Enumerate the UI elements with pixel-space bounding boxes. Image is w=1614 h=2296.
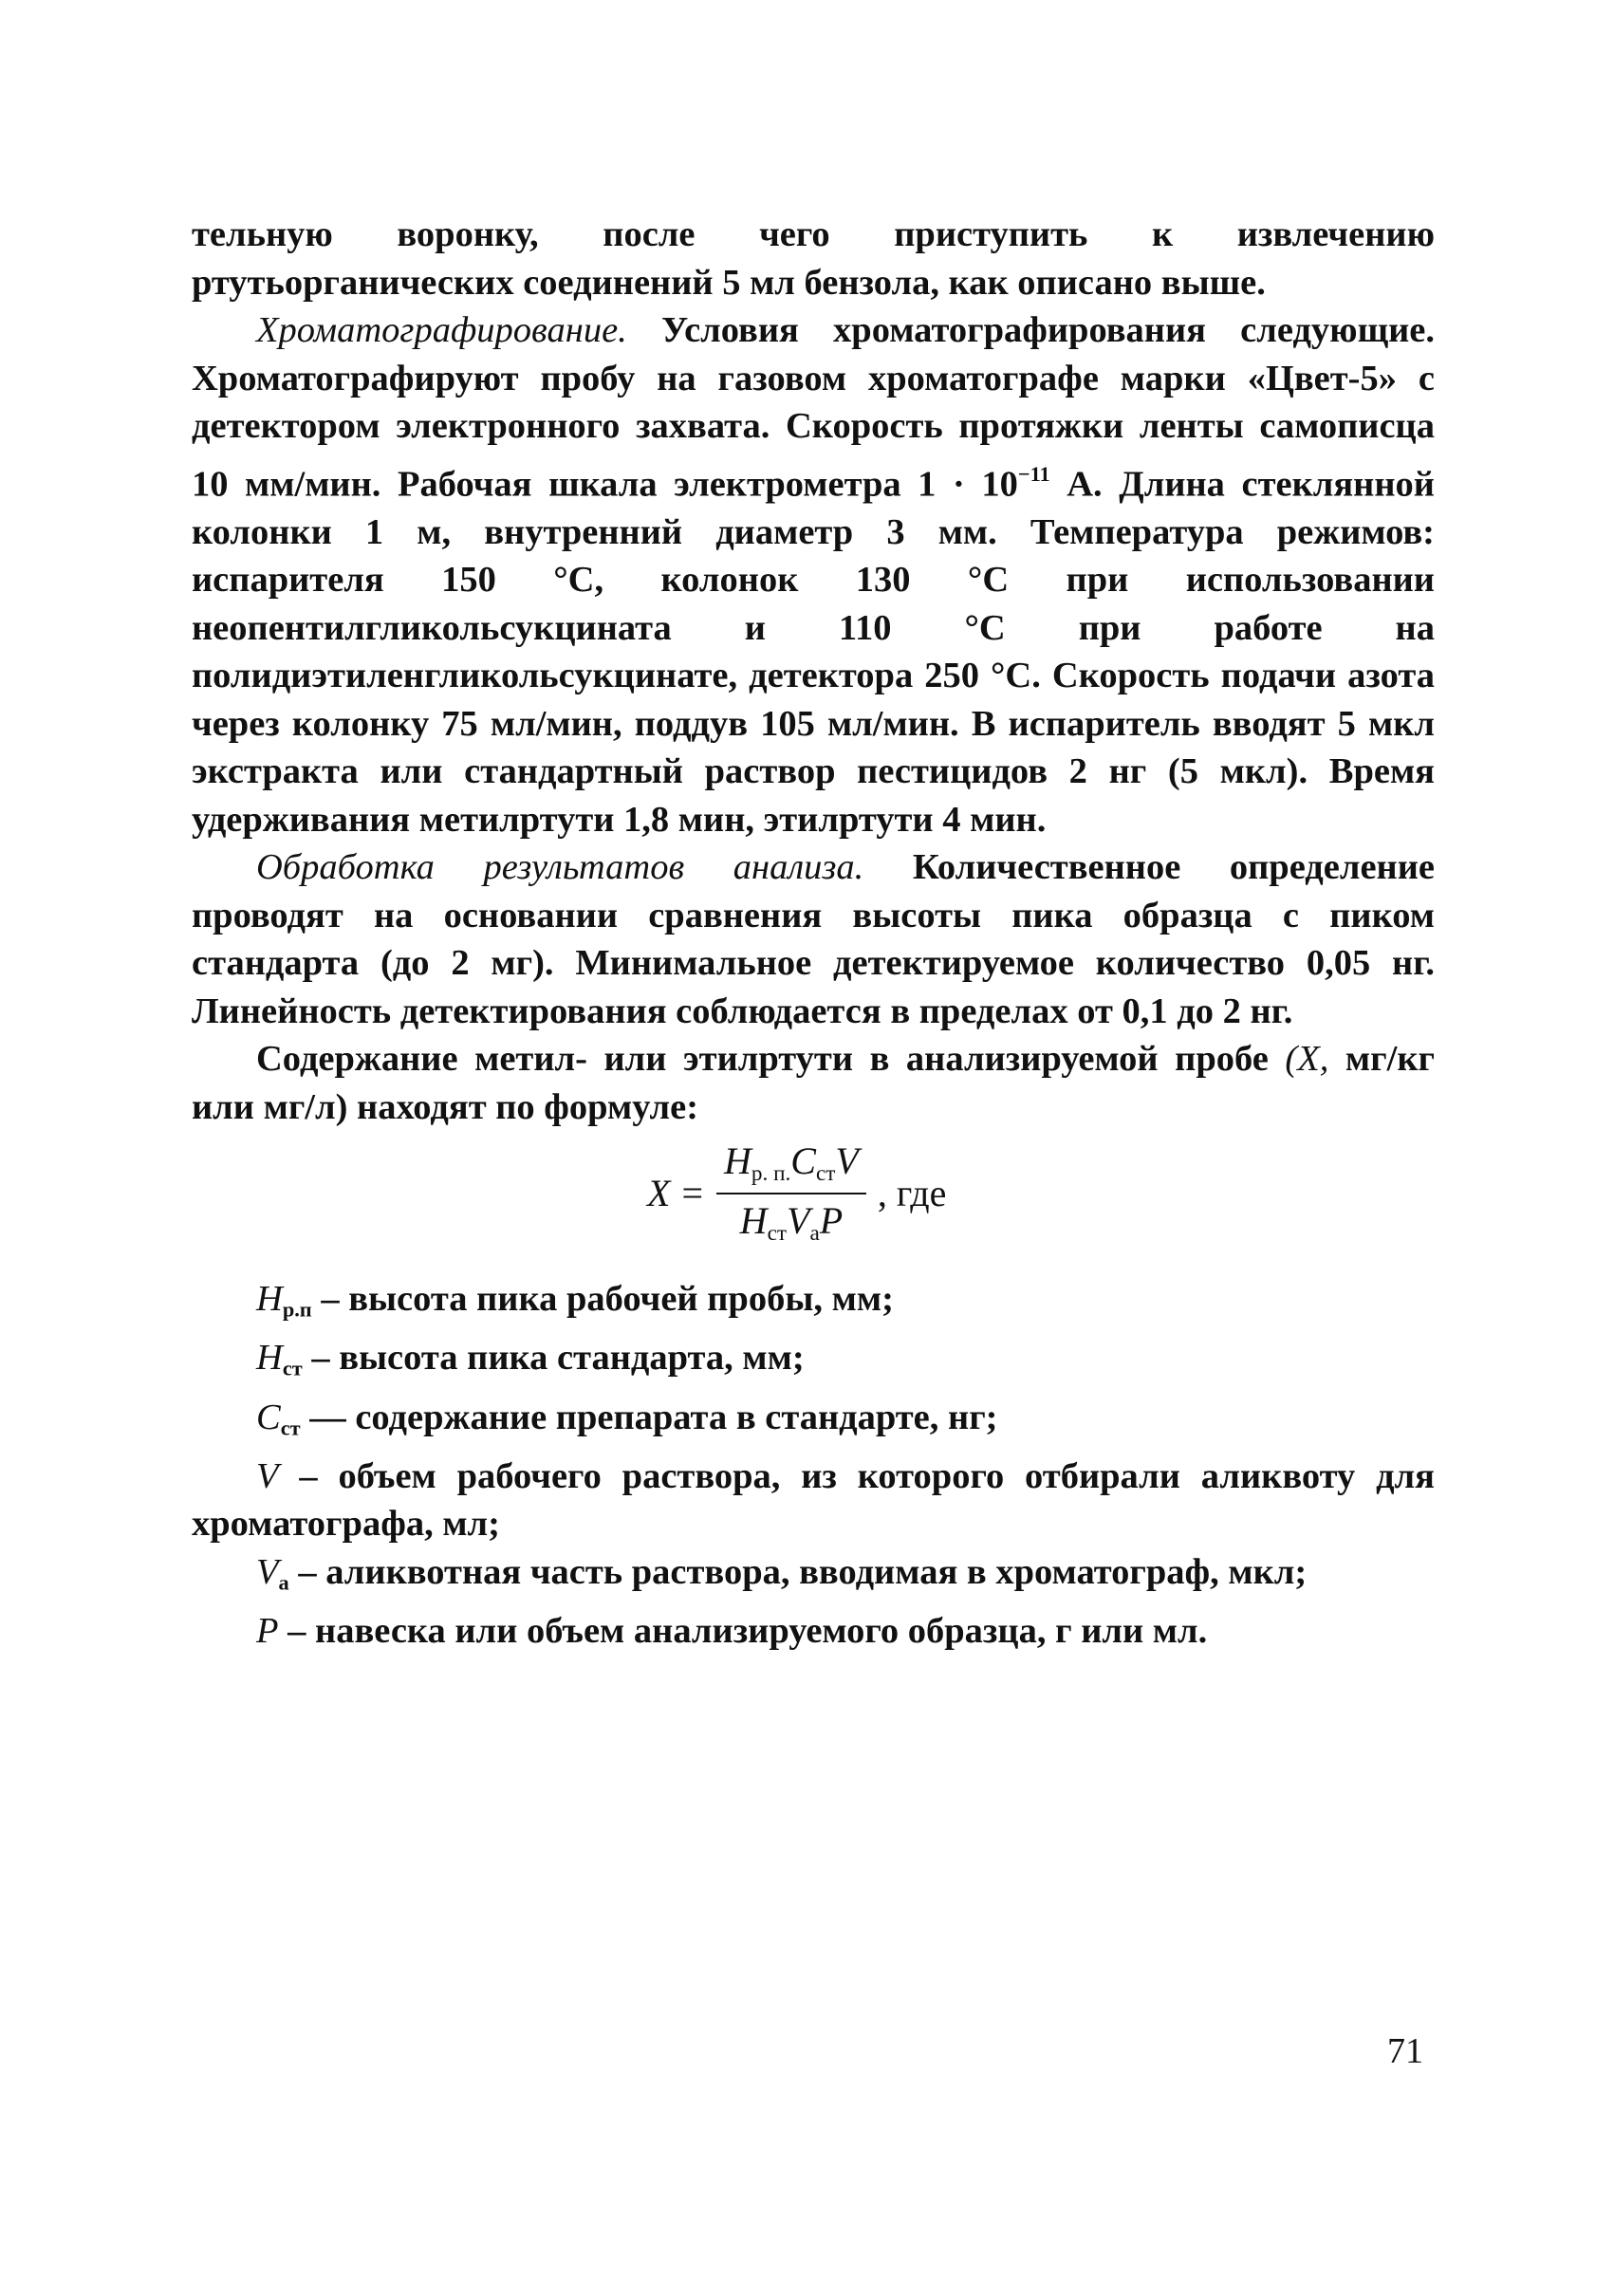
legend-subscript: р.п bbox=[282, 1297, 312, 1322]
formula-where: , где bbox=[877, 1172, 947, 1215]
legend-subscript: ст bbox=[282, 1357, 303, 1380]
legend-subscript: ст bbox=[280, 1416, 301, 1440]
sub-st: ст bbox=[767, 1221, 787, 1247]
page-number: 71 bbox=[1387, 2031, 1423, 2071]
formula-lhs: X bbox=[647, 1172, 671, 1215]
variable-legend bbox=[192, 1275, 1435, 1655]
paragraph-results bbox=[192, 843, 1435, 1035]
variable-x: (X, bbox=[1285, 1039, 1329, 1080]
section-heading-results: Обработка результатов анализа. bbox=[256, 847, 864, 888]
formula bbox=[647, 1140, 946, 1247]
formula-equals: = bbox=[681, 1172, 703, 1215]
var-v: V bbox=[835, 1139, 859, 1183]
var-p: P bbox=[819, 1199, 844, 1243]
legend-item bbox=[192, 1394, 1435, 1453]
var-h: H bbox=[739, 1199, 768, 1243]
legend-symbol: C bbox=[256, 1397, 281, 1437]
formula-fraction bbox=[716, 1140, 866, 1247]
paragraph-text: А. Длина стеклянной колонки 1 м, внутренний диаметр 3 мм. Температура режимов: испарителя 150 °С, колонок 130 °С при использовании неопентилгликольсукцината и 110 °С при работе на полидиэтиленгликольсукцинате, детектора 250 °С. Скорость подачи азота через колонку 75 мл/мин, поддув 105 мл/мин. В испаритель вводят 5 мкл экстракта или стандартный раствор пестицидов 2 нг (5 мкл). Время удерживания метилртути 1,8 мин, этилртути 4 мин. bbox=[192, 464, 1435, 840]
sub-st: ст bbox=[815, 1161, 836, 1187]
legend-symbol: V bbox=[256, 1551, 279, 1592]
legend-symbol: V bbox=[256, 1455, 279, 1496]
paragraph-text: Условия хроматографирования следующие. Хроматографируют пробу на газовом хроматографе марки «Цвет-5» с детектором электронного захвата. Скорость протяжки ленты самописца 10 мм/мин. Рабочая шкала электрометра 1 · 10 bbox=[192, 310, 1435, 505]
legend-text: – высота пика стандарта, мм; bbox=[302, 1338, 805, 1379]
legend-symbol: P bbox=[256, 1610, 279, 1651]
legend-item bbox=[192, 1548, 1435, 1607]
formula-block bbox=[192, 1140, 1435, 1252]
section-heading-chromatography: Хроматографирование. bbox=[256, 310, 627, 350]
paragraph-text: мг/кг или мг/л) находят по формуле: bbox=[192, 1039, 1435, 1127]
legend-symbol: H bbox=[256, 1279, 283, 1320]
legend-text: – объем рабочего раствора, из которого отбирали аликвоту для хроматографа, мл; bbox=[192, 1455, 1435, 1545]
formula-numerator bbox=[716, 1140, 866, 1187]
legend-symbol: H bbox=[256, 1338, 283, 1379]
paragraph-text: Содержание метил- или этилртути в анализируемой пробе bbox=[256, 1039, 1286, 1080]
formula-denominator bbox=[733, 1200, 851, 1247]
sub-rp: р. п. bbox=[751, 1161, 791, 1187]
legend-item bbox=[192, 1607, 1435, 1656]
legend-text: – высота пика рабочей пробы, мм; bbox=[311, 1279, 894, 1320]
paragraph-formula-intro bbox=[192, 1035, 1435, 1131]
paragraph-continuation bbox=[192, 211, 1435, 306]
exponent: −11 bbox=[1017, 461, 1050, 486]
legend-text: – навеска или объем анализируемого образца, г или мл. bbox=[278, 1610, 1208, 1651]
legend-item bbox=[192, 1334, 1435, 1393]
var-c: C bbox=[790, 1139, 816, 1183]
fraction-bar bbox=[716, 1193, 866, 1194]
paragraph-chromatography bbox=[192, 306, 1435, 843]
legend-text: – аликвотная часть раствора, вводимая в хроматограф, мкл; bbox=[288, 1551, 1308, 1592]
paragraph-text: тельную воронку, после чего приступить к извлечению ртутьорганических соединений 5 мл бензола, как описано выше. bbox=[192, 214, 1435, 303]
legend-text: — содержание препарата в стандарте, нг; bbox=[300, 1397, 998, 1437]
sub-a: а bbox=[809, 1221, 820, 1247]
legend-item bbox=[192, 1453, 1435, 1548]
body-text bbox=[192, 211, 1435, 1655]
var-v: V bbox=[787, 1199, 810, 1243]
legend-subscript: а bbox=[278, 1570, 289, 1595]
legend-item bbox=[192, 1275, 1435, 1334]
paragraph-text: Количественное определение проводят на основании сравнения высоты пика образца с пиком стандарта (до 2 мг). Минимальное детектируемое количество 0,05 нг. Линейность детектирования соблюдается в пределах от 0,1 до 2 нг. bbox=[192, 847, 1435, 1031]
var-h: H bbox=[724, 1139, 751, 1183]
